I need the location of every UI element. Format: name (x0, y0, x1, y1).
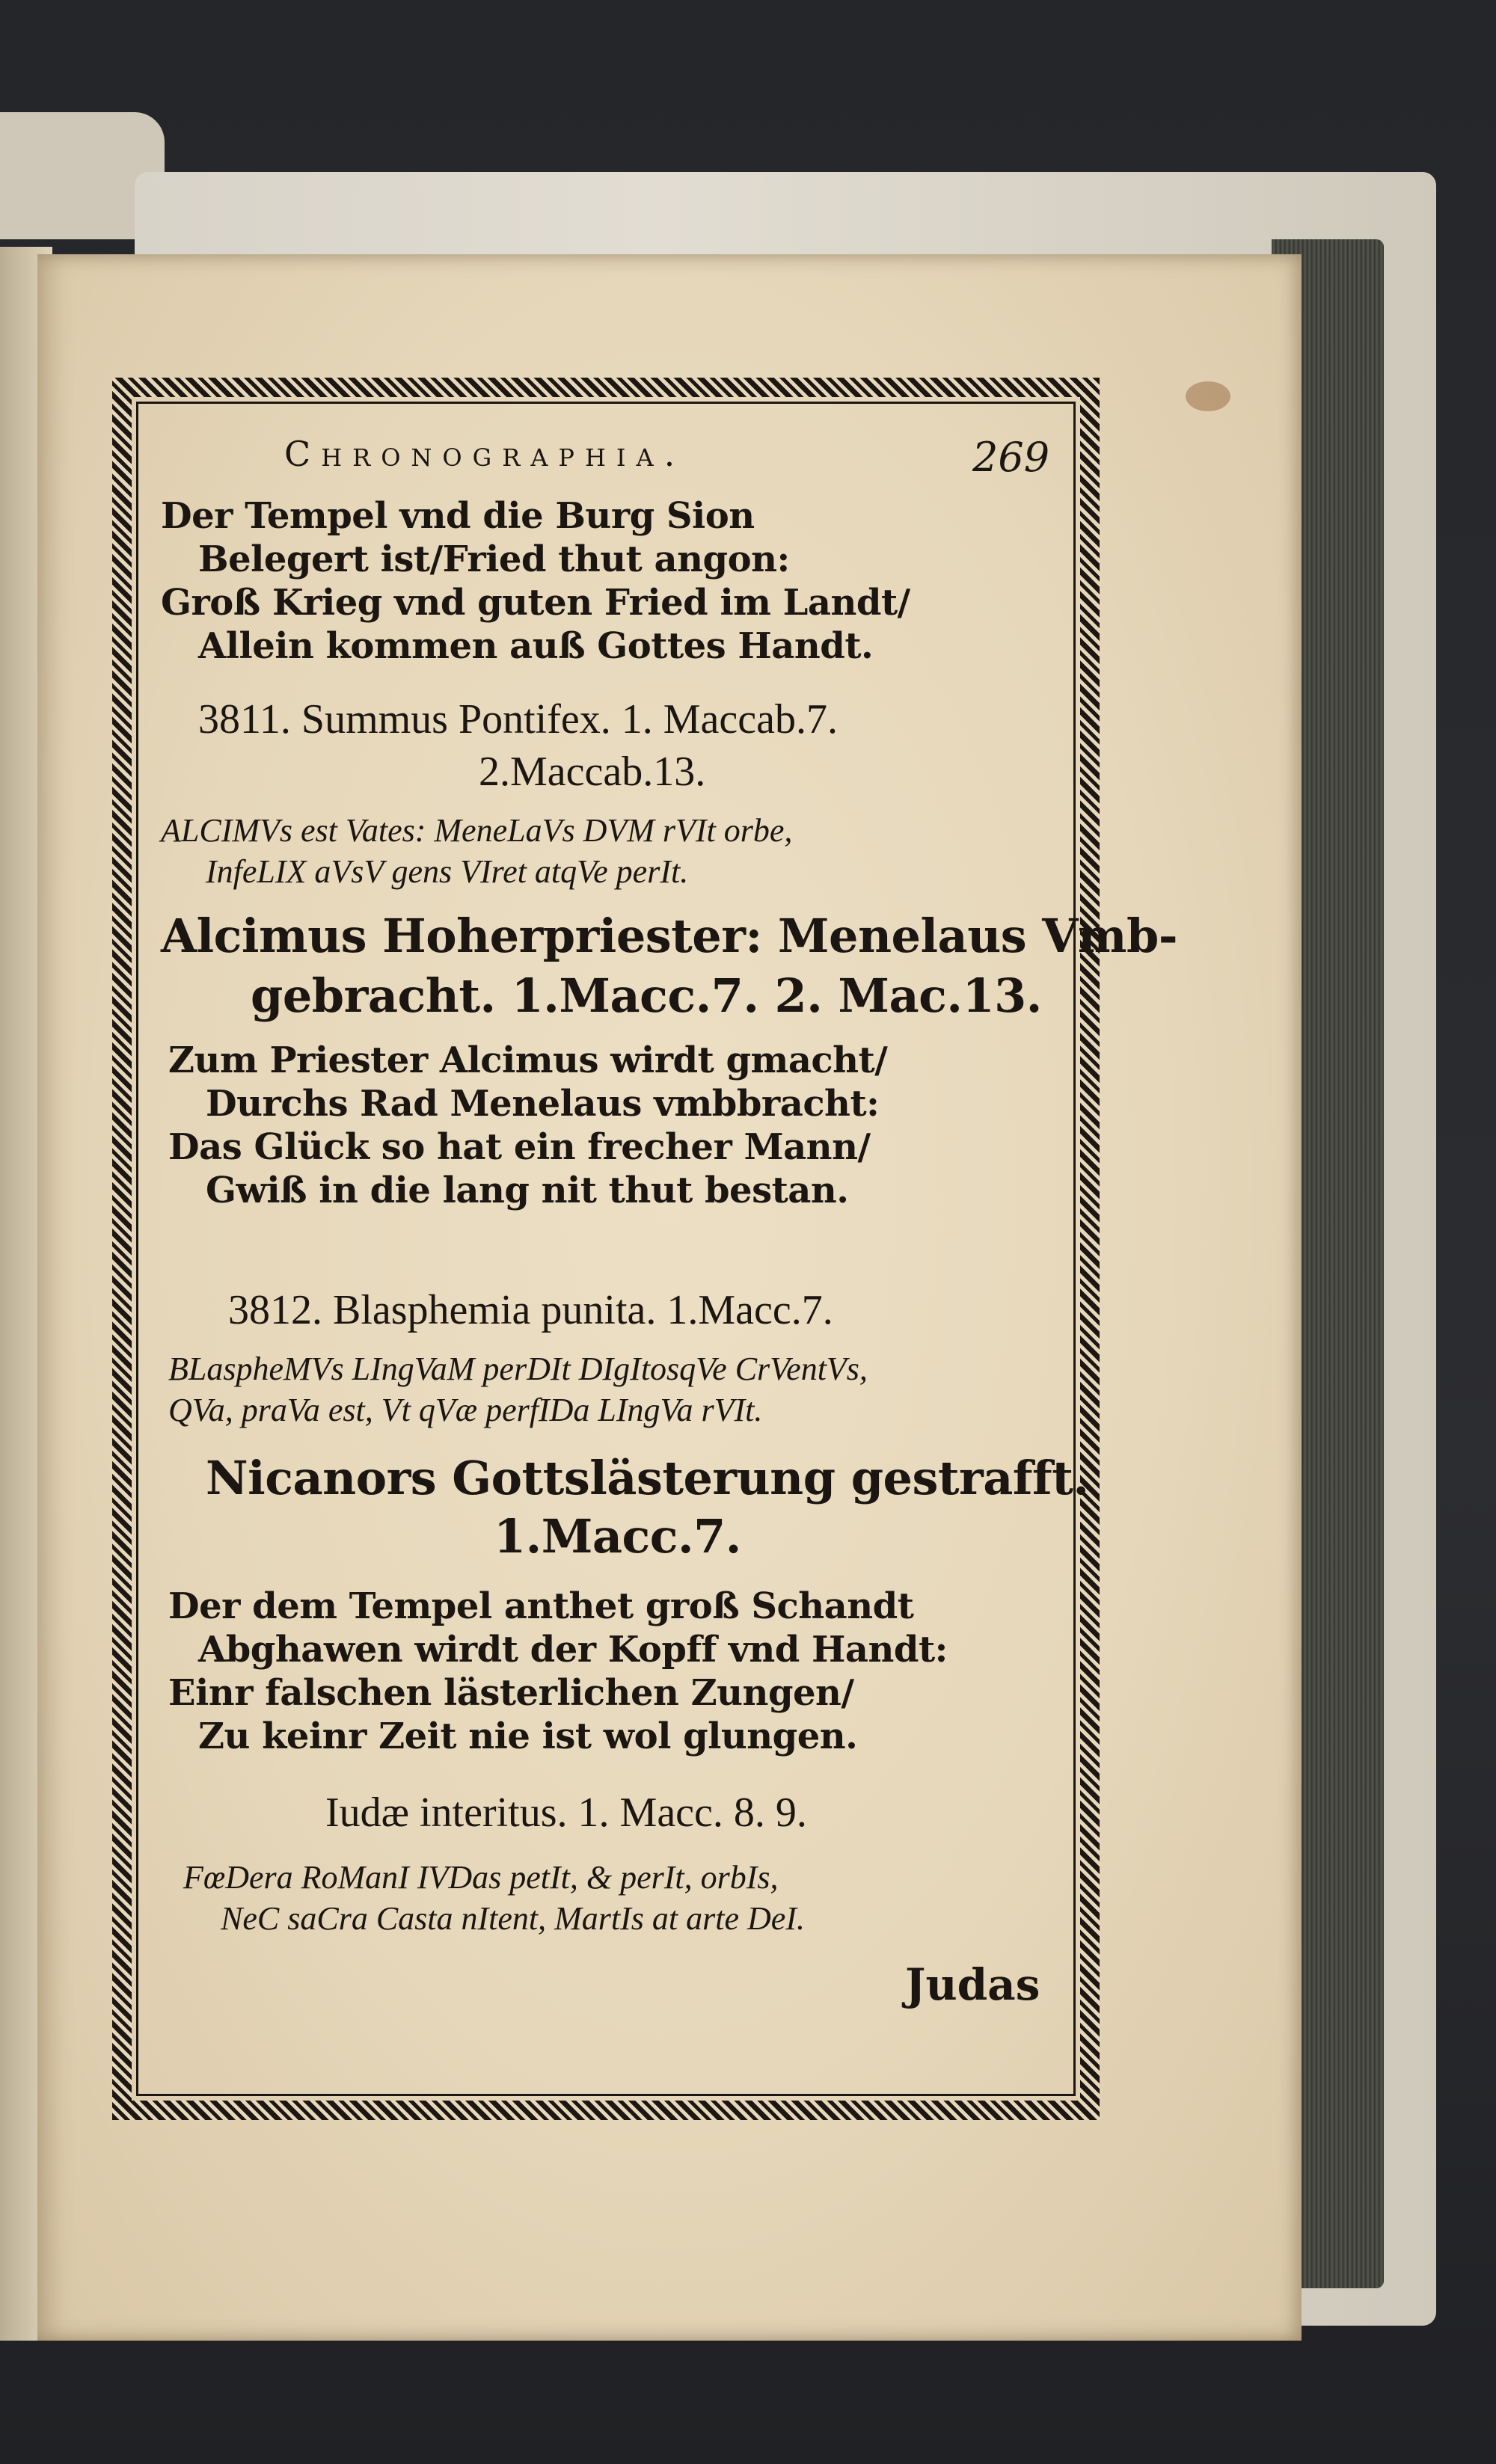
verse-line: Durchs Rad Menelaus vmbbracht: (206, 1083, 880, 1125)
chronogram-line: FœDera RoManI IVDas petIt, & perIt, orbIs, (183, 1859, 779, 1896)
entry-title: Nicanors Gottslästerung gestrafft. (206, 1451, 1089, 1505)
chronogram-line: BLaspheMVs LIngVaM perDIt DIgItosqVe CrVentVs, (168, 1351, 868, 1387)
page-number: 269 (972, 434, 1050, 481)
section-heading: Iudæ interitus. 1. Macc. 8. 9. (325, 1789, 807, 1836)
verse-line: Der Tempel vnd die Burg Sion (161, 495, 755, 537)
page-text-block (153, 419, 1178, 2079)
catchword: Judas (905, 1959, 1040, 2010)
verse-line: Zum Priester Alcimus wirdt gmacht/ (168, 1039, 888, 1081)
verse-line: Belegert ist/Fried thut angon: (198, 538, 790, 580)
verse-line: Der dem Tempel anthet groß Schandt (168, 1585, 914, 1627)
chronogram-line: NeC saCra Casta nItent, MartIs at arte DeI. (221, 1900, 805, 1937)
entry-title: 1.Macc.7. (494, 1509, 741, 1564)
section-heading: 3811. Summus Pontifex. 1. Maccab.7. (198, 696, 838, 743)
chronogram-line: QVa, praVa est, Vt qVæ perfIDa LIngVa rVIt. (168, 1392, 763, 1428)
verse-line: Allein kommen auß Gottes Handt. (198, 625, 874, 667)
section-heading: 3812. Blasphemia punita. 1.Macc.7. (228, 1287, 833, 1333)
chronogram-line: InfeLIX aVsV gens VIret atqVe perIt. (206, 853, 689, 890)
verse-line: Zu keinr Zeit nie ist wol glungen. (198, 1715, 858, 1757)
running-head-title: Chronographia. (284, 434, 686, 474)
chronogram-line: ALCIMVs est Vates: MeneLaVs DVM rVIt orbe, (161, 812, 793, 849)
verse-line: Abghawen wirdt der Kopff vnd Handt: (198, 1629, 948, 1671)
verse-line: Groß Krieg vnd guten Fried im Landt/ (161, 582, 910, 624)
verse-line: Gwiß in die lang nit thut bestan. (206, 1170, 849, 1211)
section-heading: 2.Maccab.13. (479, 749, 706, 795)
ink-stain (1186, 381, 1230, 411)
entry-title: Alcimus Hoherpriester: Menelaus Vmb- (161, 909, 1178, 963)
entry-title: gebracht. 1.Macc.7. 2. Mac.13. (251, 968, 1042, 1023)
verse-line: Einr falschen lästerlichen Zungen/ (168, 1672, 854, 1714)
verse-line: Das Glück so hat ein frecher Mann/ (168, 1126, 871, 1168)
